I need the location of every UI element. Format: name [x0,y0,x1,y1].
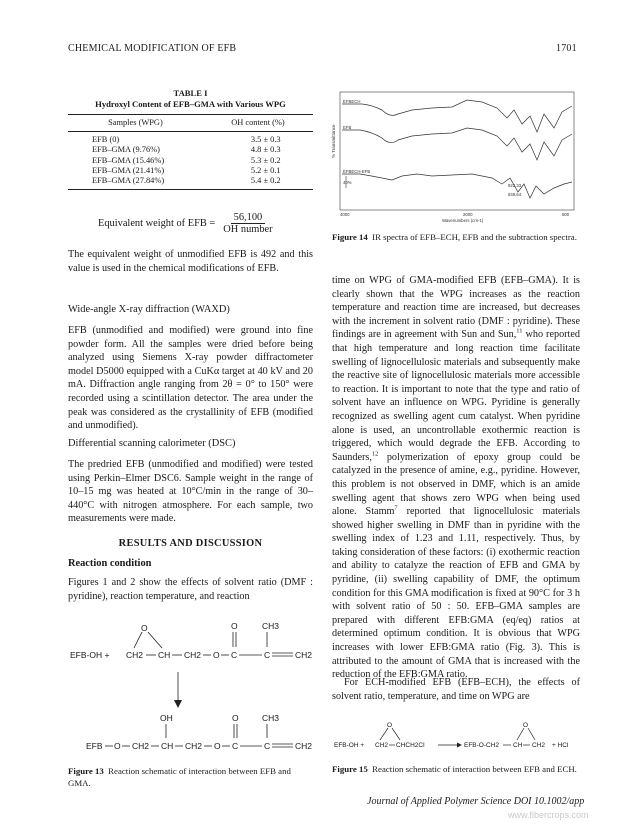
product-methyl: CH3 [262,713,280,723]
ech-reactant-chch2cl: CHCH2Cl [396,742,425,749]
equation-numerator: 56,100 [231,212,266,224]
figure-14-caption [332,232,580,244]
carbonyl-carbon: C [231,650,238,660]
table-block [68,88,313,190]
ech-product-hcl: + HCl [552,742,569,749]
peak-label-922: 922.33 [508,183,522,188]
epoxide-oxygen: O [141,623,148,633]
figure-13-caption-text: Reaction schematic of interaction between EFB and GMA. [68,766,291,788]
product-terminal-ch2: CH2 [295,741,313,751]
x-tick-500: 500 [562,212,570,217]
methyl-group: CH3 [262,621,280,631]
table-cell: 5.3 ± 0.2 [250,155,281,165]
table-row [68,176,313,190]
vinyl-carbon: C [264,650,271,660]
journal-footer: Journal of Applied Polymer Science DOI 10.1002/app [367,796,585,807]
trace-label-subtraction: EFBECH-EFB [343,169,371,174]
ech-reactant-ch2: CH2 [375,742,389,749]
section-heading-results: RESULTS AND DISCUSSION [118,538,263,549]
product-ether-o: O [114,741,121,751]
figure-14-ir-spectra [331,88,580,223]
x-axis-label: Wavenumbers (cm-1) [442,218,484,223]
product-vinyl-c: C [264,741,271,751]
spectrum-efb-ech [342,100,572,132]
reactant-efb-oh: EFB-OH + [70,650,110,660]
figure-15-label: Figure 15 [332,764,368,774]
citation-7: 7 [394,504,398,512]
terminal-ch2: CH2 [295,650,313,660]
subsection-heading-reaction: Reaction condition [68,558,152,569]
ech-epoxide-o: O [387,722,393,729]
y-axis-label: % Transmittance [331,124,336,158]
table-cell: 5.4 ± 0.2 [250,176,281,186]
table-row [68,145,313,155]
paragraph-reaction: Figures 1 and 2 show the effects of solvent ratio (DMF : pyridine), reaction temperature, and reaction [68,577,313,602]
ester-oxygen: O [213,650,220,660]
watermark: www.fibercrops.com [508,810,589,820]
product-carbonyl-o: O [232,713,239,723]
figure-14-caption-text: IR spectra of EFB–ECH, EFB and the subtraction spectra. [372,232,577,242]
reactant-ch2: CH2 [126,650,144,660]
data-table [68,114,313,190]
equation-lhs: Equivalent weight of EFB = [98,218,216,229]
plot-frame [340,92,574,210]
trace-label-efbech: EFBECH [343,99,361,104]
reactant-ch2b: CH2 [184,650,202,660]
figure-15-caption-text: Reaction schematic of interaction between EFB and ECH. [372,764,577,774]
table-row [68,156,313,166]
spectrum-efb [342,128,572,160]
product-ch2a: CH2 [132,741,150,751]
x-tick-4000: 4000 [340,212,350,217]
citation-11: 11 [516,327,523,335]
figure-15-scheme [332,716,580,756]
ech-product-efb-o-ch2: EFB-O-CH2 [464,742,500,749]
running-head: CHEMICAL MODIFICATION OF EFB [68,43,237,54]
figure-13-caption [68,766,313,790]
section-heading-waxd: Wide-angle X-ray diffraction (WAXD) [68,304,230,315]
reaction-arrow [174,700,182,708]
table-header: Samples (WPG) [108,118,163,127]
ech-reactant-efb-oh: EFB-OH + [334,742,365,749]
ech-product-ch: CH [513,742,523,749]
peak-label-849: 849.64 [508,192,522,197]
figure-15-caption [332,764,580,776]
product-ester-o: O [214,741,221,751]
figure-13-scheme [60,612,325,762]
page-number: 1701 [556,43,577,54]
table-cell: EFB–GMA (21.41%) [92,165,165,175]
equation-denominator: OH number [223,224,273,235]
spectrum-subtraction [342,174,572,198]
table-cell: EFB–GMA (9.76%) [92,145,160,155]
trace-label-efb: EFB [343,125,352,130]
reactant-ch: CH [158,650,171,660]
carbonyl-oxygen: O [231,621,238,631]
percent-scale-label: 40% [343,180,352,185]
figure-14-label: Figure 14 [332,232,368,242]
table-header: OH content (%) [231,118,285,127]
paragraph-dsc: The predried EFB (unmodified and modified) were tested using Perkin–Elmer DSC6. Sample weight in the range of 10–15 mg was heated at 10°C/min in the range of 30–440°C with nitrogen atmosphere. For each sample, two measurements were made. [68,459,313,525]
paragraph-wpg-discussion: time on WPG of GMA-modified EFB (EFB–GMA). It is clearly shown that the WPG increases as the reaction temperature and reaction time are increased, but decreases with the increment in solvent ratio (DMF : pyridine). These findings are in agreement with Sun and Sun,$^{11}$ who reported that high temperature and long reaction time facilitate swelling of lignocellulosic materials and subsequently make the reactive site of lignocellulosic materials more accessible to reaction. It is important to note that the type and ratio of solvent have an influence on WPG. Pyridine is generally recognized as swelling agent cum catalyst. When pyridine alone is used, an uncontrollable exothermic reaction is triggered, which would degrade the EFB. According to Saunders,$^{12}$ polymerization of epoxy group could be catalyzed in the presence of amine, e.g., pyridine. However, this problem is not observed in DMF, which is an amide swelling agent that shows zero WPG when being used alone. Stamm$^7$ reported that lignocellulosic materials showed higher swelling in DMF than in pyridine with the swelling index of 1.23 and 1.11, respectively. Thus, by taking consideration of these factors: (i) exothermic reaction and ability to catalyze the reaction of EFB and GMA by pyridine, (ii) swelling capability of DMF, the optimum condition for this GMA modification is fixed at 90°C for 3 h with solvent ratio of 50 : 50. EFB–GMA samples are prepared with different EFB:GMA (eq/eq) ratios at determined optimum condition. It is obvious that WPG increases with lower EFB:GMA ratio (Fig. 3). This is attributed to the amount of GMA that is increased with the reduction of the EFB:GMA ratio. [332,275,580,681]
table-cell: 4.8 ± 0.3 [250,145,281,155]
x-tick-2000: 2000 [463,212,473,217]
table-cell: 5.2 ± 0.1 [250,165,281,175]
product-carbonyl-c: C [232,741,239,751]
table-header-row [68,115,313,132]
ech-reaction-arrow [457,743,462,748]
ech-product-ch2: CH2 [532,742,546,749]
table-row [68,132,313,146]
table-cell: EFB–GMA (15.46%) [92,155,165,165]
ech-product-epoxide-o: O [523,722,529,729]
product-ch2b: CH2 [185,741,203,751]
table-label: TABLE I [173,88,208,98]
paragraph-equivalent-weight: The equivalent weight of unmodified EFB is 492 and this value is used in the chemical modifications of EFB. [68,249,313,274]
product-ch: CH [161,741,174,751]
table-title: Hydroxyl Content of EFB–GMA with Various WPG [95,99,286,109]
paragraph-ech: For ECH-modified EFB (EFB–ECH), the effects of solvent ratio, temperature, and time on WPG are [332,677,580,702]
paragraph-waxd: EFB (unmodified and modified) were ground into fine powder form. All the samples were dried before being analyzed using Siemens X-ray powder diffractometer model D5000 equipped with a CuKα target at 40 kV and 20 mA. Diffraction angle ranging from 2θ = 0° to 150° were recorded using a scintillation detector. The area under the peak was considered as the crystallinity of EFB (modified and unmodified). [68,325,313,432]
equation [98,212,276,235]
figure-13-label: Figure 13 [68,766,104,776]
table-cell: EFB (0) [92,135,120,145]
table-cell: EFB–GMA (27.84%) [92,176,165,186]
table-cell: 3.5 ± 0.3 [250,135,281,145]
section-heading-dsc: Differential scanning calorimeter (DSC) [68,438,236,449]
product-efb: EFB [86,741,103,751]
citation-12: 12 [371,450,379,458]
equation-fraction [220,212,275,235]
product-hydroxyl: OH [160,713,173,723]
table-row [68,166,313,176]
